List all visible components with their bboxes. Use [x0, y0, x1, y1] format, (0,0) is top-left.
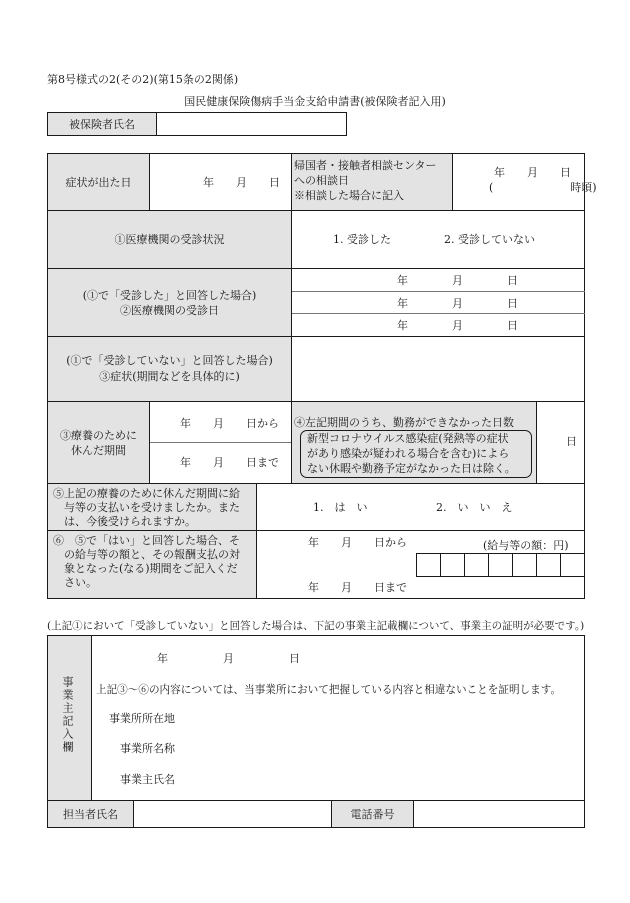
q6-label-2: の給与等の額と、その報酬支払の対 [64, 548, 240, 561]
q1-label: ①医療機関の受診状況 [114, 233, 225, 246]
q6-label-1: ⑥ ⑤で「はい」と回答した場合、そ [53, 534, 240, 547]
q4-note-heading: ④左記期間のうち、勤務ができなかった日数 [294, 416, 514, 429]
q4-note-line-3: ない休暇や勤務予定がなかった日は除く。 [307, 462, 516, 475]
q1-option-not-visited[interactable]: 2. 受診していない [444, 233, 535, 246]
employer-date-field[interactable]: 年 月 日 [157, 652, 300, 665]
q4-days-field[interactable]: 日 [566, 435, 577, 448]
contact-name-field[interactable] [134, 801, 331, 827]
q5-label-3: は、今後受けられますか。 [64, 515, 196, 528]
contact-name-label: 担当者氏名 [48, 801, 133, 827]
q6-label-3: 象となった(なる)期間をご記入くだ [64, 562, 238, 575]
form-number: 第8号様式の2(その2)(第15条の2関係) [47, 73, 239, 86]
q4-label-2: 休んだ期間 [71, 444, 126, 457]
q3-label: ③症状(期間などを具体的に) [99, 370, 240, 383]
employer-owner-label: 事業主氏名 [120, 773, 175, 786]
employer-note: (上記①において「受診していない」と回答した場合は、下記の事業主記載欄について、事業主の証明が必要です。) [47, 620, 585, 632]
q6-to-date-field[interactable]: 年 月 日まで [308, 581, 407, 594]
center-consult-label-1: 帰国者・接触者相談センター [294, 159, 437, 172]
phone-label: 電話番号 [332, 801, 413, 827]
q5-option-no[interactable]: 2. い い え [436, 501, 513, 514]
q2-date-field-3[interactable]: 年 月 日 [397, 319, 518, 332]
q4-label-1: ③療養のために [60, 429, 137, 442]
center-consult-label-2: への相談日 [294, 174, 349, 187]
center-consult-date-field[interactable]: 年 月 日 [494, 166, 571, 179]
q6-label-4: さい。 [64, 576, 97, 589]
q3-symptom-field[interactable] [292, 337, 584, 401]
q3-label-condition: (①で「受診していない」と回答した場合) [66, 354, 273, 367]
form-title: 国民健康保険傷病手当金支給申請書(被保険者記入用) [184, 95, 446, 108]
employer-address-label: 事業所所在地 [109, 712, 175, 725]
q5-label-1: ⑤上記の療養のために休んだ期間に給 [53, 487, 240, 500]
symptom-date-label: 症状が出た日 [65, 175, 132, 189]
q2-label: ②医療機関の受診日 [120, 304, 219, 317]
q4-from-date-field[interactable]: 年 月 日から [180, 417, 279, 430]
q1-option-visited[interactable]: 1. 受診した [333, 233, 391, 246]
employer-section-label: 事業主記入欄 [61, 676, 74, 754]
insured-name-field[interactable] [156, 112, 347, 136]
q4-to-date-field[interactable]: 年 月 日まで [180, 456, 279, 469]
q5-label-2: 与等の支払いを受けましたか。また [64, 501, 240, 514]
q6-from-date-field[interactable]: 年 月 日から [308, 536, 407, 549]
q5-option-yes[interactable]: 1. は い [313, 501, 368, 514]
insured-name-label: 被保険者氏名 [47, 112, 157, 136]
employer-name-label: 事業所名称 [120, 742, 175, 755]
phone-field[interactable] [414, 801, 584, 827]
center-consult-time-field[interactable]: ( 時頃) [489, 181, 597, 194]
q4-note-line-1: 新型コロナウイルス感染症(発熱等の症状 [307, 432, 509, 445]
q6-amount-label: (給与等の額：円) [483, 539, 569, 552]
q4-note-line-2: があり感染が疑われる場合を含む)によら [307, 447, 510, 460]
q2-label-condition: (①で「受診した」と回答した場合) [82, 289, 257, 302]
q2-date-field-1[interactable]: 年 月 日 [397, 274, 518, 287]
employer-certification: 上記③～⑥の内容については、当事業所において把握している内容と相違ないことを証明します。 [96, 684, 562, 696]
center-consult-note: ※相談した場合に記入 [294, 189, 404, 202]
symptom-date-field[interactable]: 年 月 日 [203, 176, 280, 189]
q2-date-field-2[interactable]: 年 月 日 [397, 297, 518, 310]
